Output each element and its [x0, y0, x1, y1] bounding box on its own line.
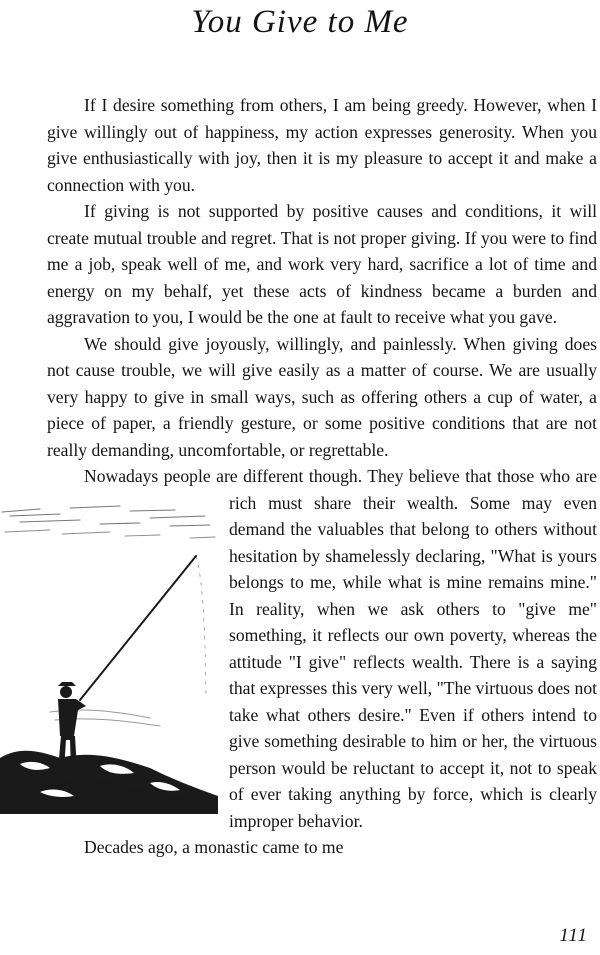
fisherman-illustration	[0, 496, 218, 814]
paragraph: We should give joyously, willingly, and painlessly. When giving does not cause trouble, we will give easily as a matter of course. We are usually very happy to give in small ways, such as offering others a cup of water, a piece of paper, a friendly gesture, or some positive conditions that are not really demanding, uncomfortable, or regrettable.	[47, 333, 597, 460]
body-text	[47, 92, 597, 861]
page-title: You Give to Me	[191, 4, 409, 40]
paragraph: If I desire something from others, I am being greedy. However, when I give willingly out of happiness, my action expresses generosity. When you give enthusiastically with joy, then it is my pleasure to accept it and make a connection with you.	[47, 95, 597, 195]
paragraph: Nowadays people are different though. They believe that those who are rich must share their wealth. Some may even demand the valuables that belong to others without hesitation by shamelessly declaring, "What is yours belongs to me, while what is mine remains mine." In reality, when we ask others to "give me" something, it reflects our own poverty, whereas the attitude "I give" reflects wealth. There is a saying that expresses this very well, "The virtuous does not take what others desire." Even if others intend to give something desirable to him or her, the virtuous person would be reluctant to accept it, not to speak of ever taking anything by force, which is clearly improper behavior.	[47, 463, 597, 834]
paragraph: Decades ago, a monastic came to me	[84, 837, 344, 857]
paragraph: If giving is not supported by positive causes and conditions, it will create mutual trouble and regret. That is not proper giving. If you were to find me a job, speak well of me, and work very hard, sacrifice a lot of time and energy on my behalf, yet these acts of kindness became a burden and aggravation to you, I would be the one at fault to receive what you gave.	[47, 201, 597, 327]
wrapped-text-block	[47, 463, 597, 861]
page-number: 111	[559, 925, 588, 946]
